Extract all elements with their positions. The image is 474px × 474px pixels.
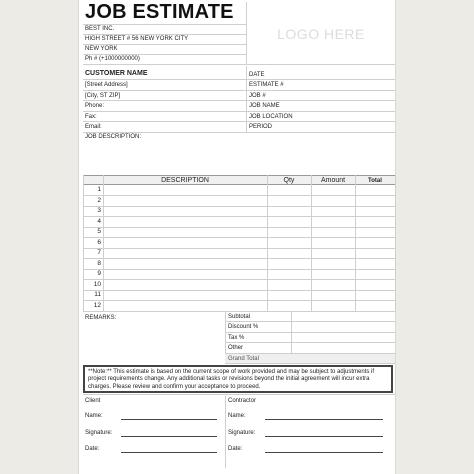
table-row-number: 7 [97,249,101,256]
tax-label: Tax % [228,335,245,341]
column-total: Total [368,178,382,184]
customer-street: [Street Address] [85,82,128,88]
customer-phone-label: Phone: [85,103,105,109]
estimate-note: **Note:** This estimate is based on the current scope of work provided and may be subject to adjustments if project requirements change. Any additional tasks or revisions beyond the initial agreement will incur extra charges. Please review and confirm your acceptance to proceed. [83,365,393,393]
contractor-signature-line[interactable] [265,436,383,437]
column-amount: Amount [320,177,346,184]
other-label: Other [228,345,244,351]
client-heading: Client [85,398,101,404]
table-row-number: 1 [97,186,101,193]
contractor-name-line[interactable] [265,419,383,420]
company-phone: Ph # (+1000000000) [85,56,140,62]
subtotal-label: Subtotal [228,314,251,320]
job-description-label: JOB DESCRIPTION: [85,134,142,140]
client-date-line[interactable] [121,452,217,453]
discount-label: Discount % [228,324,259,330]
job-info-job-location: JOB LOCATION [249,114,293,120]
column-description: DESCRIPTION [161,177,209,184]
customer-city: [City, ST ZIP] [85,93,121,99]
customer-email-label: Email: [85,124,102,130]
contractor-signature-label: Signature: [228,430,256,436]
client-name-label: Name: [85,413,103,419]
company-name: BEST INC. [85,26,115,32]
job-info-period: PERIOD [249,124,273,130]
table-row-number: 2 [97,197,101,204]
table-row-number: 5 [97,228,101,235]
column-qty: Qty [283,177,295,184]
contractor-heading: Contractor [228,398,257,404]
header-divider [246,2,247,64]
contractor-date-label: Date: [228,446,243,452]
client-date-label: Date: [85,446,100,452]
client-name-line[interactable] [121,419,217,420]
remarks-label: REMARKS: [85,315,117,321]
contractor-date-line[interactable] [265,452,383,453]
client-signature-label: Signature: [85,430,113,436]
document-title: JOB ESTIMATE [85,1,234,23]
customer-heading: CUSTOMER NAME [85,70,148,77]
table-row-number: 8 [97,260,101,267]
job-info-date: DATE [249,72,265,78]
logo-placeholder: LOGO HERE [277,26,365,42]
table-row-number: 10 [93,281,101,288]
table-row-number: 4 [97,218,101,225]
table-row-number: 11 [94,291,101,298]
estimate-sheet [78,0,396,474]
grand-total-label: Grand Total [228,356,259,362]
table-row-number: 6 [97,239,101,246]
job-info-estimate-number: ESTIMATE # [249,82,284,88]
customer-fax-label: Fax: [85,114,97,120]
table-row-number: 9 [97,270,101,277]
client-signature-line[interactable] [121,436,217,437]
job-info-job-name: JOB NAME [249,103,280,109]
contractor-name-label: Name: [228,413,246,419]
table-row-number: 3 [97,207,101,214]
company-city: NEW YORK [85,46,118,52]
company-address: HIGH STREET # 56 NEW YORK CITY [85,36,189,42]
table-row-number: 12 [93,302,101,309]
job-info-job-number: JOB # [249,93,266,99]
